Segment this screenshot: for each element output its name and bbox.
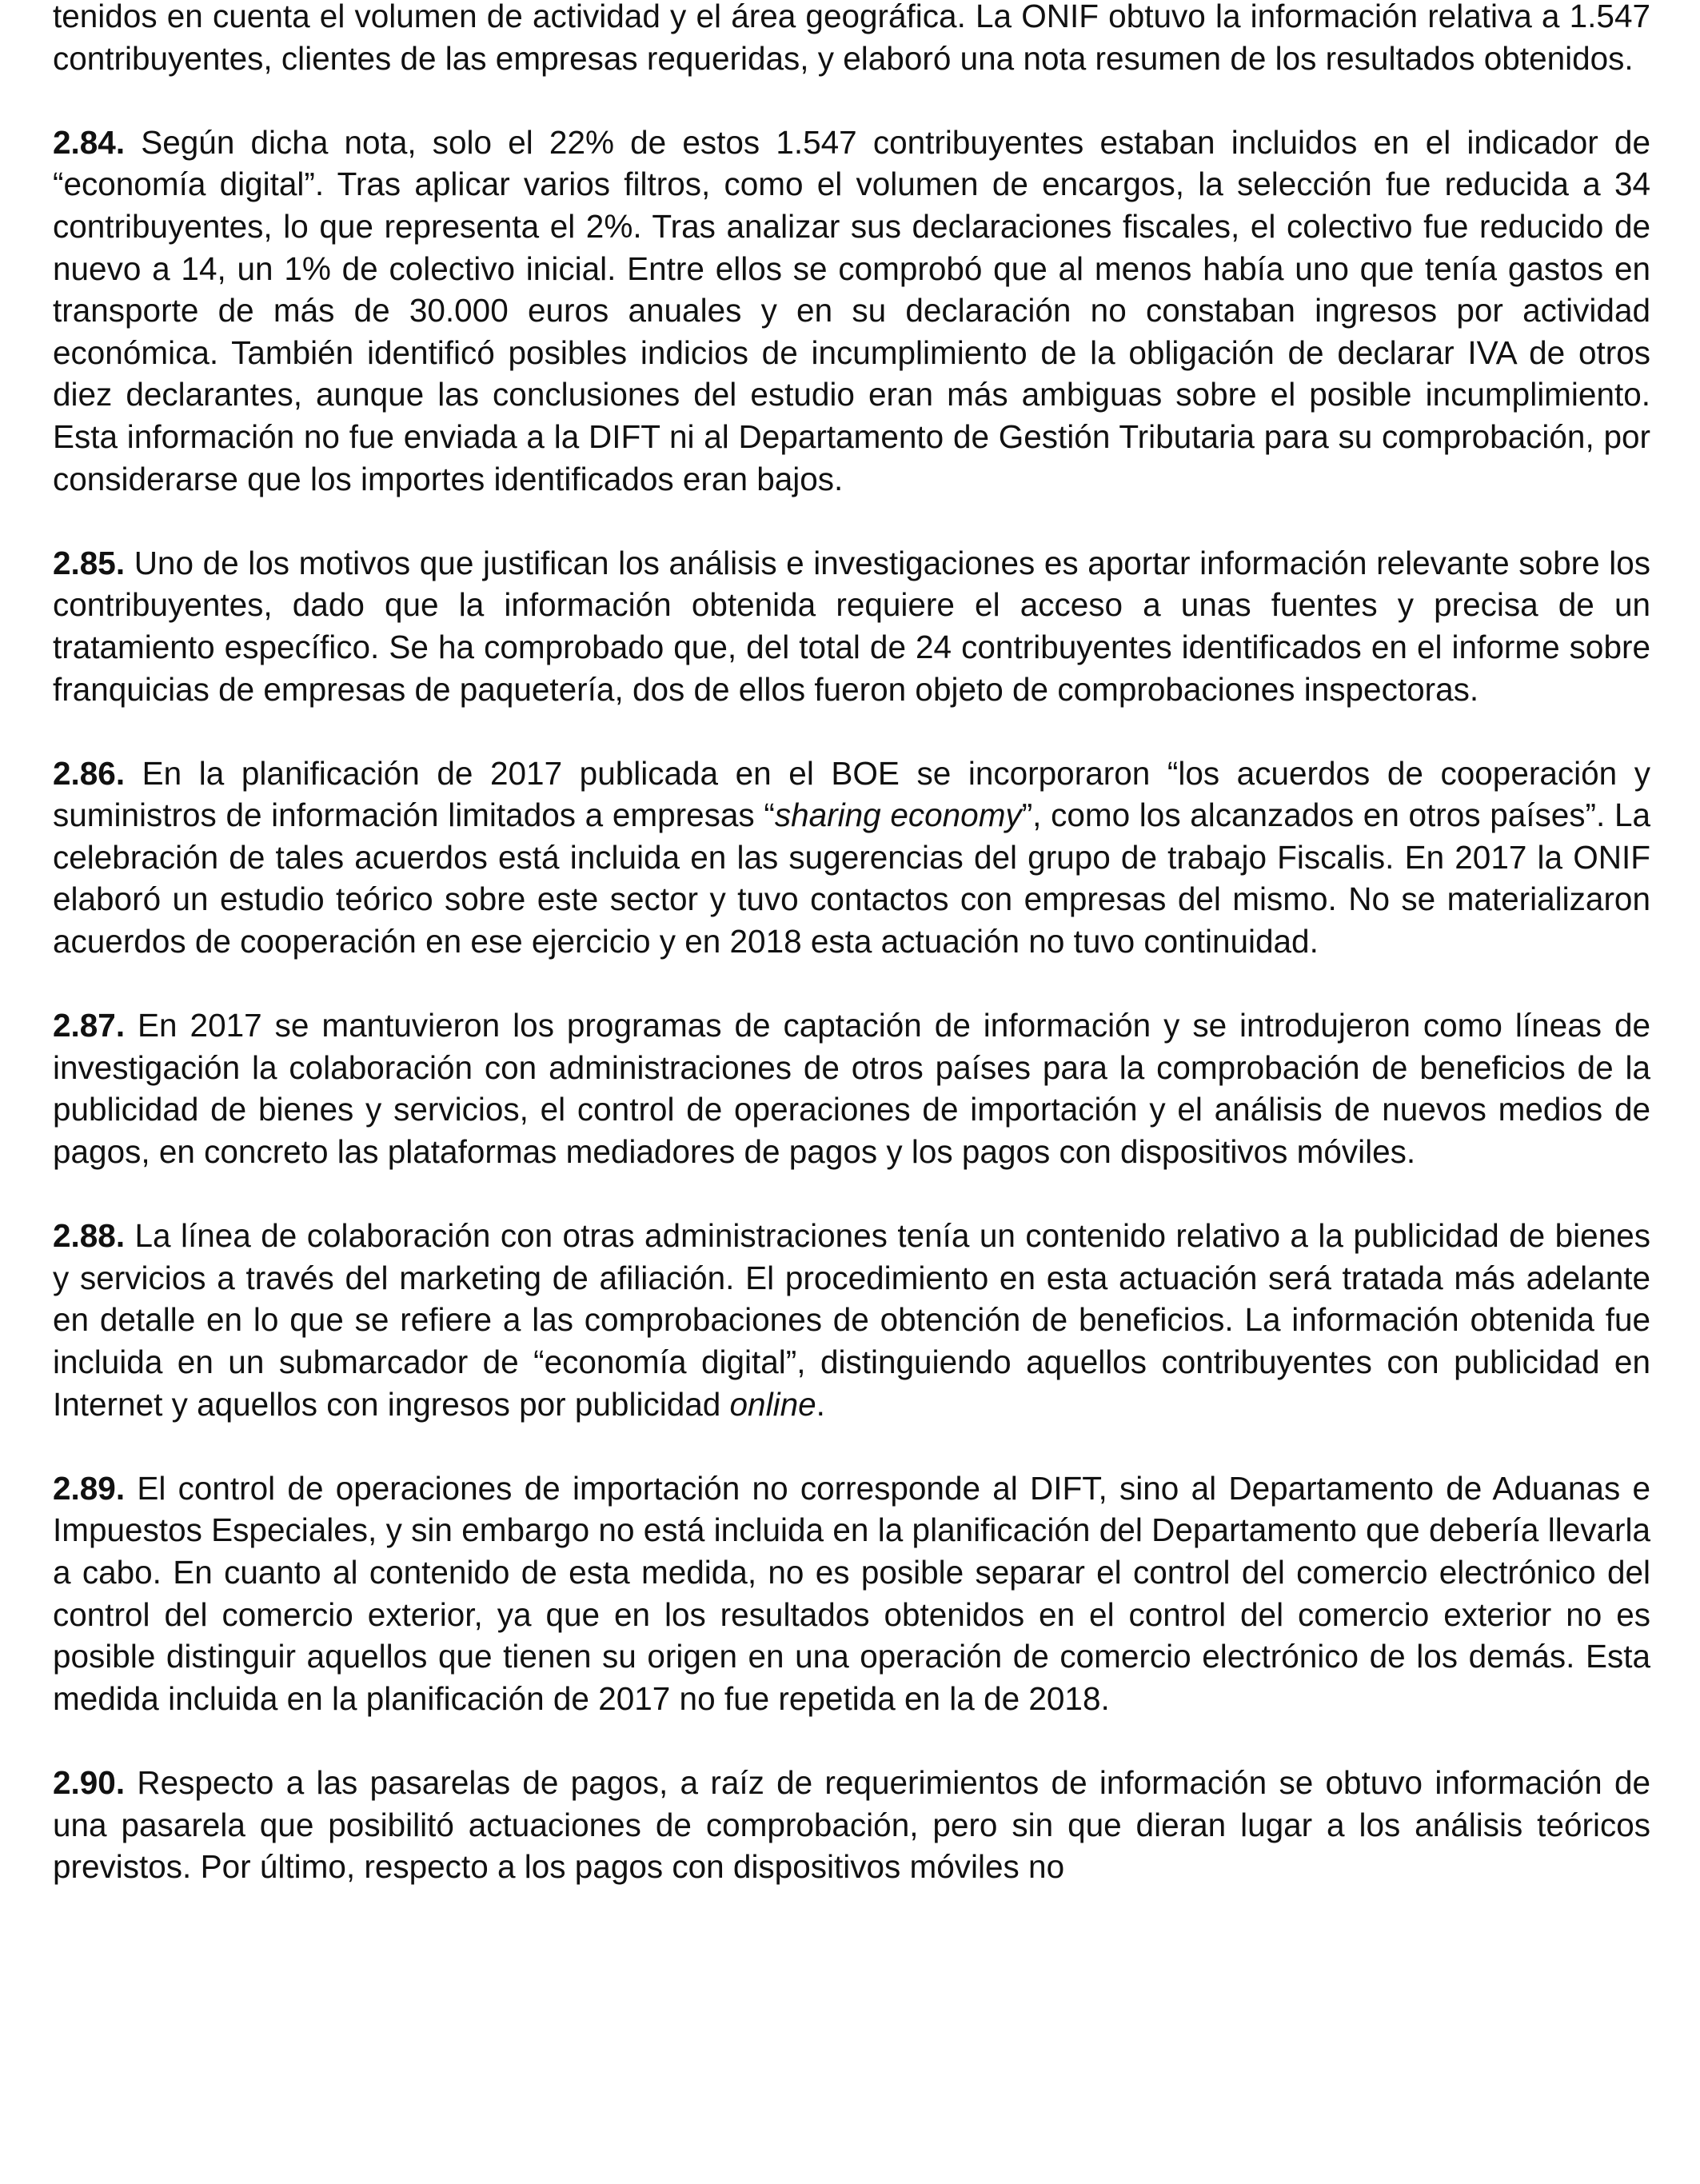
paragraph-2-85 bbox=[53, 542, 1650, 710]
paragraph-2-89 bbox=[53, 1467, 1650, 1720]
paragraph-2-84 bbox=[53, 122, 1650, 500]
paragraph-2-88 bbox=[53, 1215, 1650, 1425]
paragraph-text: ”, como los alcanzados en otros países”. La celebración de tales acuerdos está incluida en las sugerencias del grupo de trabajo Fiscalis. En 2017 la ONIF elaboró un estudio teórico sobre este sector y tuvo contactos con empresas del mismo. No se materializaron acuerdos de cooperación en ese ejercicio y en 2018 esta actuación no tuvo continuidad. bbox=[53, 797, 1651, 960]
document-page bbox=[53, 0, 1650, 1930]
paragraph-number: 2.89. bbox=[53, 1469, 126, 1507]
paragraph-text: . bbox=[816, 1385, 825, 1423]
paragraph-2-87 bbox=[53, 1004, 1650, 1172]
paragraph-2-86 bbox=[53, 753, 1650, 963]
paragraph-number: 2.90. bbox=[53, 1763, 126, 1801]
paragraph-text: tenidos en cuenta el volumen de actividad y el área geográfica. La ONIF obtuvo la información relativa a 1.547 contribuyentes, clientes de las empresas requeridas, y elaboró una nota resumen de los resultados obtenidos. bbox=[53, 0, 1650, 77]
paragraph-text: En la planificación de 2017 publicada en el BOE se incorporaron “los acuerdos de cooperación y suministros de información limitados a empresas “ bbox=[53, 754, 1650, 834]
italic-term: sharing economy bbox=[774, 797, 1022, 834]
paragraph-number: 2.87. bbox=[53, 1007, 126, 1044]
italic-term: online bbox=[729, 1385, 816, 1423]
paragraph-text: La línea de colaboración con otras administraciones tenía un contenido relativo a la publicidad de bienes y servicios a través del marketing de afiliación. El procedimiento en esta actuación será tratada más adelante en detalle en lo que se refiere a las comprobaciones de obtención de beneficios. La información obtenida fue incluida en un submarcador de “economía digital”, distinguiendo aquellos contribuyentes con publicidad en Internet y aquellos con ingresos por publicidad bbox=[53, 1217, 1650, 1423]
paragraph-number: 2.86. bbox=[53, 754, 126, 792]
paragraph-text: En 2017 se mantuvieron los programas de captación de información y se introdujeron como líneas de investigación la colaboración con administraciones de otros países para la comprobación de beneficios de la publicidad de bienes y servicios, el control de operaciones de importación y el análisis de nuevos medios de pagos, en concreto las plataformas mediadores de pagos y los pagos con dispositivos móviles. bbox=[53, 1007, 1650, 1171]
paragraph-number: 2.85. bbox=[53, 544, 126, 581]
paragraph-text: Uno de los motivos que justifican los análisis e investigaciones es aportar información relevante sobre los contribuyentes, dado que la información obtenida requiere el acceso a unas fuentes y precisa de un tratamiento específico. Se ha comprobado que, del total de 24 contribuyentes identificados en el informe sobre franquicias de empresas de paquetería, dos de ellos fueron objeto de comprobaciones inspectoras. bbox=[53, 544, 1650, 708]
paragraph-2-83-continuation bbox=[53, 0, 1650, 79]
paragraph-number: 2.88. bbox=[53, 1217, 126, 1255]
paragraph-text: Respecto a las pasarelas de pagos, a raíz de requerimientos de información se obtuvo información de una pasarela que posibilitó actuaciones de comprobación, pero sin que dieran lugar a los análisis teóricos previstos. Por último, respecto a los pagos con dispositivos móviles no bbox=[53, 1763, 1650, 1886]
paragraph-2-90 bbox=[53, 1762, 1650, 1888]
paragraph-number: 2.84. bbox=[53, 123, 126, 161]
paragraph-text: El control de operaciones de importación no corresponde al DIFT, sino al Departamento de Aduanas e Impuestos Especiales, y sin embargo no está incluida en la planificación del Departamento que debería llevarla a cabo. En cuanto al contenido de esta medida, no es posible separar el control del comercio electrónico del control del comercio exterior, ya que en los resultados obtenidos en el control del comercio exterior no es posible distinguir aquellos que tienen su origen en una operación de comercio electrónico de los demás. Esta medida incluida en la planificación de 2017 no fue repetida en la de 2018. bbox=[53, 1469, 1650, 1717]
paragraph-text: Según dicha nota, solo el 22% de estos 1.547 contribuyentes estaban incluidos en el indicador de “economía digital”. Tras aplicar varios filtros, como el volumen de encargos, la selección fue reducida a 34 contribuyentes, lo que representa el 2%. Tras analizar sus declaraciones fiscales, el colectivo fue reducido de nuevo a 14, un 1% de colectivo inicial. Entre ellos se comprobó que al menos había uno que tenía gastos en transporte de más de 30.000 euros anuales y en su declaración no constaban ingresos por actividad económica. También identificó posibles indicios de incumplimiento de la obligación de declarar IVA de otros diez declarantes, aunque las conclusiones del estudio eran más ambiguas sobre el posible incumplimiento. Esta información no fue enviada a la DIFT ni al Departamento de Gestión Tributaria para su comprobación, por considerarse que los importes identificados eran bajos. bbox=[53, 123, 1650, 497]
